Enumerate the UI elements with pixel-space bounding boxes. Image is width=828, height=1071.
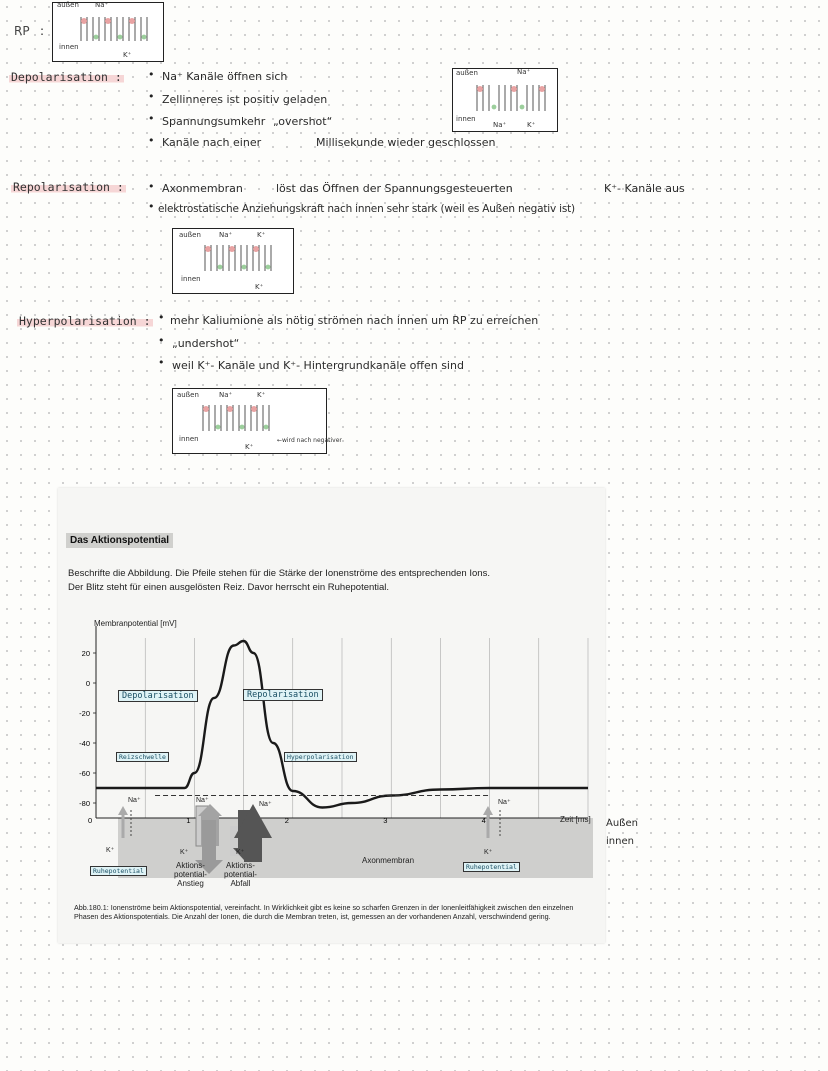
depol-inside-label: innen	[456, 115, 476, 123]
hl-repolarisation: Repolarisation	[243, 689, 323, 701]
x-tick-label: 1	[186, 816, 191, 825]
phase-abfall-label: Aktions- potential- Abfall	[224, 861, 257, 888]
hyper-bullet-2: „undershot“	[172, 337, 240, 350]
hl-ruhe-left: Ruhepotential	[90, 866, 147, 876]
na-label: Na⁺	[259, 801, 272, 808]
rp-channel-drawing	[53, 3, 163, 61]
depol-bullet-4b: Millisekunde wieder geschlossen	[316, 136, 496, 149]
bullet: •	[148, 90, 155, 103]
y-axis-label: Membranpotential [mV]	[94, 619, 177, 628]
na-label: Na⁺	[196, 797, 209, 804]
repol-line1-c: K⁺- Kanäle aus	[604, 182, 685, 195]
bullet: •	[158, 356, 165, 369]
depol-ion-bottom-2: K⁺	[527, 121, 536, 129]
repol-outside-label: außen	[179, 231, 201, 239]
y-tick-label: -20	[79, 709, 90, 718]
rp-outside-label: außen	[57, 1, 79, 9]
repol-line1-a: Axonmembran	[162, 182, 243, 195]
outside-label: Außen	[606, 818, 638, 829]
x-tick-label: 4	[481, 816, 486, 825]
hyper-membrane-diagram	[172, 388, 342, 454]
repolarisation-label: Repolarisation :	[13, 180, 124, 194]
bullet: •	[158, 334, 165, 347]
rp-inside-label: innen	[59, 43, 79, 51]
hyperpolarisation-label: Hyperpolarisation :	[19, 314, 151, 328]
repol-membrane-diagram	[172, 228, 294, 294]
action-potential-figure	[58, 488, 605, 943]
repol-ion-top-2: K⁺	[257, 231, 266, 239]
figure-instruction-2: Der Blitz steht für einen ausgelösten Reiz. Davor herrscht ein Ruhepotential.	[68, 582, 390, 593]
rp-ion-top: Na⁺	[95, 1, 109, 9]
hyper-bullet-3: weil K⁺- Kanäle und K⁺- Hintergrundkanäle offen sind	[172, 359, 464, 372]
figure-title: Das Aktionspotential	[66, 533, 173, 548]
hyper-inside-label: innen	[179, 435, 199, 443]
bullet: •	[148, 134, 155, 147]
repol-channel-drawing	[173, 229, 293, 293]
hl-ruhe-right: Ruhepotential	[463, 862, 520, 872]
repol-inside-label: innen	[181, 275, 201, 283]
bullet: •	[148, 200, 155, 213]
repol-ion-bottom: K⁺	[255, 283, 264, 291]
bullet: •	[148, 68, 155, 81]
rp-label: RP	[14, 24, 30, 38]
hyper-ion-bottom: K⁺	[245, 443, 254, 451]
k-label: K⁺	[106, 847, 115, 854]
hyper-channel-drawing	[173, 389, 326, 453]
repol-ion-top-1: Na⁺	[219, 231, 233, 239]
y-tick-label: 0	[85, 679, 90, 688]
k-label: K⁺	[484, 849, 493, 856]
repol-line2: elektrostatische Anziehungskraft nach innen sehr stark (weil es Außen negativ ist)	[158, 203, 575, 215]
depol-bullet-1: Na⁺ Kanäle öffnen sich	[162, 70, 288, 83]
figure-caption: Abb.180.1: Ionenströme beim Aktionspotential, vereinfacht. In Wirklichkeit gibt es keine so scharfen Grenzen in der Ionenleitfähigkeit zwischen den einzelnen Phasen des Aktionspotentials. Die Anzahl der Ionen, die durch die Membran treten, ist, gemessen an der vorhandenen Anzahl, verschwindend gering.	[74, 903, 574, 921]
rp-colon: :	[40, 24, 45, 38]
k-label: K⁺	[236, 849, 245, 856]
y-tick-label: -40	[79, 739, 90, 748]
na-label: Na⁺	[128, 797, 141, 804]
bullet: •	[148, 180, 155, 193]
depol-channel-drawing	[453, 69, 557, 131]
depol-bullet-2: Zellinneres ist positiv geladen	[162, 93, 328, 106]
y-tick-label: -60	[79, 769, 90, 778]
depol-membrane-diagram	[452, 68, 558, 132]
inside-label: innen	[606, 836, 634, 847]
hyper-ion-top-1: Na⁺	[219, 391, 233, 399]
y-tick-label: 20	[81, 649, 90, 658]
depol-ion-top: Na⁺	[517, 68, 531, 76]
repol-line1-b: löst das Öffnen der Spannungsgesteuerten	[276, 182, 513, 195]
figure-instruction-1: Beschrifte die Abbildung. Die Pfeile stehen für die Stärke der Ionenströme des entsprechenden Ions.	[68, 568, 490, 579]
y-tick-label: -80	[79, 799, 90, 808]
k-label: K⁺	[180, 849, 189, 856]
depolarisation-label: Depolarisation :	[11, 70, 122, 84]
hyper-note: ←wird nach negativer	[277, 437, 342, 444]
depol-outside-label: außen	[456, 69, 478, 77]
hyper-bullet-1: mehr Kaliumione als nötig strömen nach innen um RP zu erreichen	[170, 314, 539, 327]
depol-ion-bottom-1: Na⁺	[493, 121, 507, 129]
rp-ion-bottom: K⁺	[123, 51, 132, 59]
na-label: Na⁺	[498, 799, 511, 806]
hl-depolarisation: Depolarisation	[118, 690, 198, 702]
bullet: •	[148, 112, 155, 125]
rp-membrane-diagram	[52, 2, 164, 62]
x-tick-label: 3	[383, 816, 388, 825]
depol-bullet-4a: Kanäle nach einer	[162, 136, 262, 149]
bullet: •	[158, 311, 165, 324]
x-tick-label: 0	[88, 816, 93, 825]
hl-schwelle: Reizschwelle	[116, 752, 169, 762]
x-tick-label: 2	[284, 816, 289, 825]
x-axis-label: Zeit [ms]	[560, 815, 591, 824]
phase-anstieg-label: Aktions- potential- Anstieg	[174, 861, 207, 888]
hl-hyperpolarisation: Hyperpolarisation	[284, 752, 357, 762]
hyper-outside-label: außen	[177, 391, 199, 399]
depol-overshot: „overshot“	[273, 115, 333, 128]
membrane-label: Axonmembran	[362, 856, 415, 865]
depol-bullet-3: Spannungsumkehr	[162, 115, 266, 128]
hyper-ion-top-2: K⁺	[257, 391, 266, 399]
